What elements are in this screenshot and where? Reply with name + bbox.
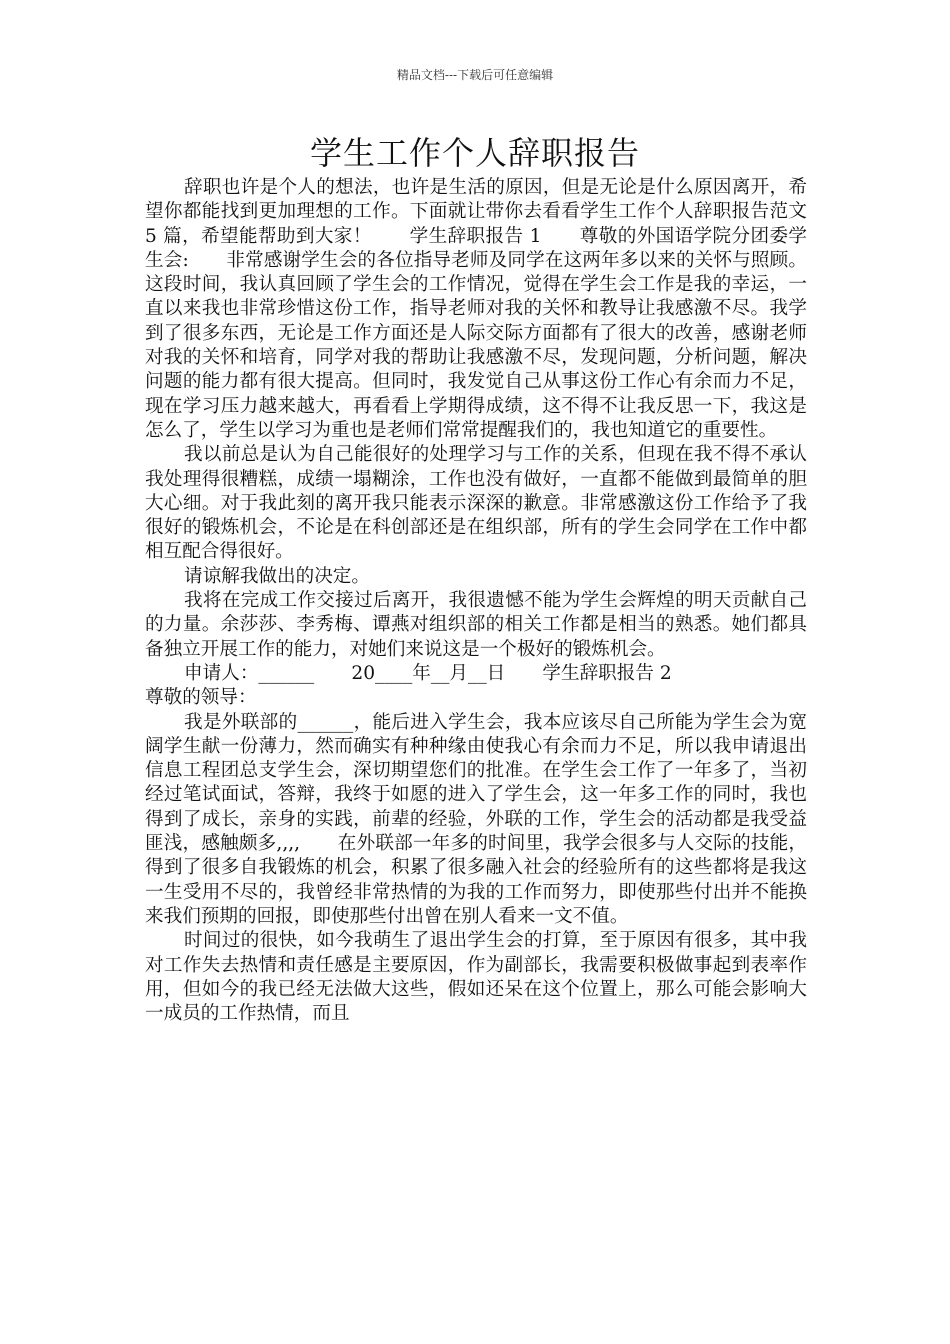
paragraph: 我以前总是认为自己能很好的处理学习与工作的关系，但现在我不得不承认我处理得很糟糕，成绩一塌糊涂，工作也没有做好，一直都不能做到最简单的胆大心细。对于我此刻的离开我只能表示深深的歉意。非常感激这份工作给予了我很好的锻炼机会，不论是在科创部还是在组织部，所有的学生会同学在工作中都相互配合得很好。 [145, 444, 807, 563]
salutation: 尊敬的领导： [145, 687, 257, 709]
paragraph: 我将在完成工作交接过后离开，我很遗憾不能为学生会辉煌的明天贡献自己的力量。余莎莎、李秀梅、谭燕对组织部的相关工作都是相当的熟悉。她们都具备独立开展工作的能力，对她们来说这是一个极好的锻炼机会。 [145, 590, 807, 660]
paragraph: 我是外联部的______，能后进入学生会，我本应该尽自己所能为学生会为宽阔学生献一份薄力，然而确实有种种缘由使我心有余而力不足，所以我申请退出信息工程团总支学生会，深切期望您们的批准。在学生会工作了一年多了，当初经过笔试面试，答辩，我终于如愿的进入了学生会，这一年多工作的同时，我也得到了成长，亲身的实践，前辈的经验，外联的工作，学生会的活动都是我受益匪浅，感触颇多,,,, 在外联部一年多的时间里，我学会很多与人交际的技能，得到了很多自我锻炼的机会，积累了很多融入社会的经验所有的这些都将是我这一生受用不尽的，我曾经非常热情的为我的工作而努力，即使那些付出并不能换来我们预期的回报，即使那些付出曾在别人看来一文不值。 [145, 711, 807, 927]
document-body [145, 176, 807, 1026]
paragraph: 时间过的很快，如今我萌生了退出学生会的打算，至于原因有很多，其中我对工作失去热情和责任感是主要原因，作为副部长，我需要积极做事起到表率作用，但如今的我已经无法做大这些，假如还呆在这个位置上，那么可能会影响大一成员的工作热情，而且 [145, 930, 807, 1025]
paragraph: 请谅解我做出的决定。 [184, 565, 370, 587]
applicant-line: 申请人：______ 20____年__月__日 学生辞职报告 2 [184, 662, 672, 684]
document-title: 学生工作个人辞职报告 [309, 134, 640, 172]
paragraph: 辞职也许是个人的想法，也许是生活的原因，但是无论是什么原因离开，希望你都能找到更加理想的工作。下面就让带你去看看学生工作个人辞职报告范文 5 篇，希望能帮助到大家！ 学生辞职报告 1 尊敬的外国语学院分团委学生会: 非常感谢学生会的各位指导老师及同学在这两年多以来的关怀与照顾。这段时间，我认真回顾了学生会的工作情况，觉得在学生会工作是我的幸运，一直以来我也非常珍惜这份工作，指导老师对我的关怀和教导让我感激不尽。我学到了很多东西，无论是工作方面还是人际交际方面都有了很大的改善，感谢老师对我的关怀和培育，同学对我的帮助让我感激不尽，发现问题，分析问题，解决问题的能力都有很大提高。但同时，我发觉自己从事这份工作心有余而力不足，现在学习压力越来越大，再看看上学期得成绩，这不得不让我反思一下，我这是怎么了，学生以学习为重也是老师们常常提醒我们的，我也知道它的重要性。 [145, 177, 807, 441]
page-header: 精品文档---下载后可任意编辑 [396, 68, 554, 82]
